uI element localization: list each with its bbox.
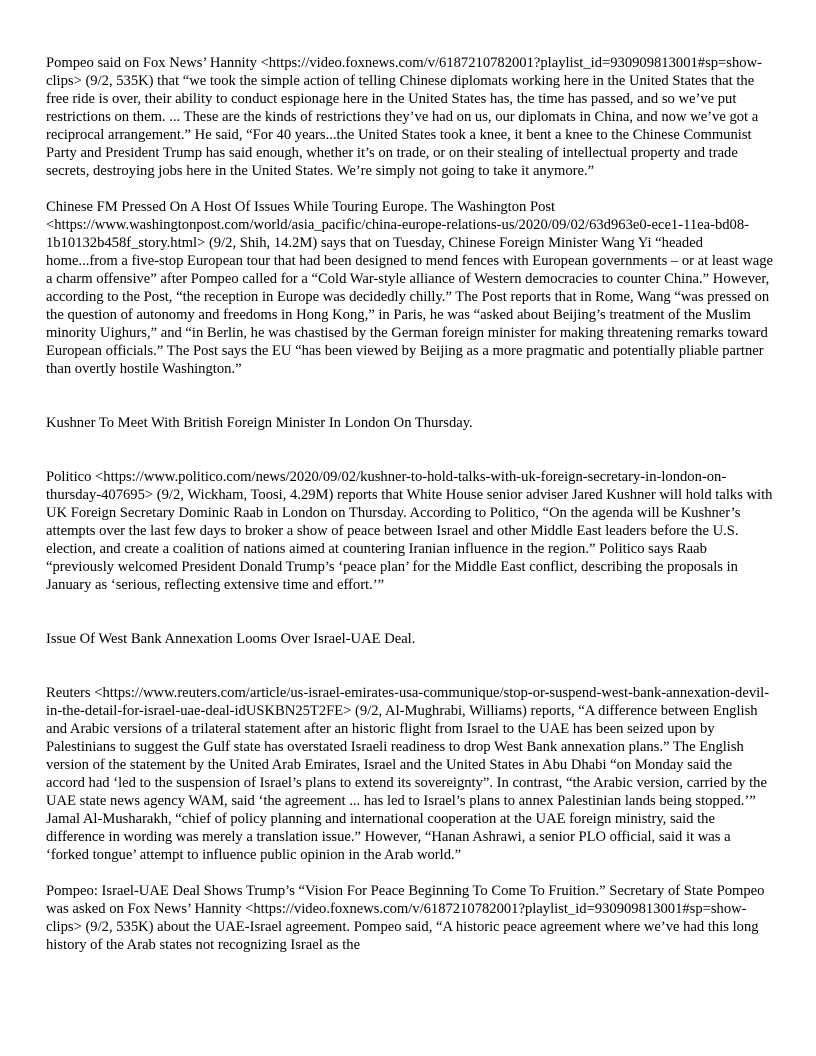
paragraph-chinese-fm-europe: Chinese FM Pressed On A Host Of Issues While Touring Europe. The Washington Post <https://www.washingtonpost.com/world/asia_pacific/china-europe-relations-us/2020/09/02/63d963e0-ece1-11ea-bd08-1b10132b458f_story.html> (9/2, Shih, 14.2M) says that on Tuesday, Chinese Foreign Minister Wang Yi “headed home...from a five-stop European tour that had been designed to mend fences with European governments – or at least wage a charm offensive” after Pompeo called for a “Cold War-style alliance of Western democracies to counter China.” However, according to the Post, “the reception in Europe was decidedly chilly.” The Post reports that in Rome, Wang “was pressed on the question of autonomy and freedoms in Hong Kong,” in Paris, he was “asked about Beijing’s treatment of the Muslim minority Uighurs,” and “in Berlin, he was chastised by the German foreign minister for making threatening remarks toward European officials.” The Post says the EU “has been viewed by Beijing as a more pragmatic and potentially pliable partner than overtly hostile Washington.”	[46, 199, 774, 377]
paragraph-pompeo-israel-uae: Pompeo: Israel-UAE Deal Shows Trump’s “Vision For Peace Beginning To Come To Fruition.” Secretary of State Pompeo was asked on Fox News’ Hannity <https://video.foxnews.com/v/6187210782001?playlist_id=930909813001#sp=show-clips> (9/2, 535K) about the UAE-Israel agreement. Pompeo said, “A historic peace agreement where we’ve had this long history of the Arab states not recognizing Israel as the	[46, 883, 765, 953]
headline-kushner-london: Kushner To Meet With British Foreign Minister In London On Thursday.	[46, 415, 473, 431]
paragraph-politico-kushner: Politico <https://www.politico.com/news/2020/09/02/kushner-to-hold-talks-with-uk-foreign-secretary-in-london-on-thursday-407695> (9/2, Wickham, Toosi, 4.29M) reports that White House senior adviser Jared Kushner will hold talks with UK Foreign Secretary Dominic Raab in London on Thursday. According to Politico, “On the agenda will be Kushner’s attempts over the last few days to broker a show of peace between Israel and other Middle East leaders before the U.S. election, and create a coalition of nations aimed at countering Iranian influence in the region.” Politico says Raab “previously welcomed President Donald Trump’s ‘peace plan’ for the Middle East conflict, describing the proposals in January as ‘serious, reflecting extensive time and effort.’”	[46, 469, 773, 593]
document-page	[46, 54, 774, 954]
paragraph-pompeo-hannity-china: Pompeo said on Fox News’ Hannity <https://video.foxnews.com/v/6187210782001?playlist_id=930909813001#sp=show-clips> (9/2, 535K) that “we took the simple action of telling Chinese diplomats working here in the United States that the free ride is over, their ability to conduct espionage here in the United States has, the time has passed, and so we’ve put restrictions on them. ... These are the kinds of restrictions they’ve had on us, our diplomats in China, and now we’ve got a reciprocal arrangement.” He said, “For 40 years...the United States took a knee, it bent a knee to the Chinese Communist Party and President Trump has said enough, whether it’s on trade, or on their stealing of intellectual property and trade secrets, destroying jobs here in the United States. We’re simply not going to take it anymore.”	[46, 55, 762, 179]
headline-west-bank-annexation: Issue Of West Bank Annexation Looms Over Israel-UAE Deal.	[46, 631, 416, 647]
paragraph-reuters-annexation: Reuters <https://www.reuters.com/article/us-israel-emirates-usa-communique/stop-or-suspend-west-bank-annexation-devil-in-the-detail-for-israel-uae-deal-idUSKBN25T2FE> (9/2, Al-Mughrabi, Williams) reports, “A difference between English and Arabic versions of a trilateral statement after an historic flight from Israel to the UAE has been seized upon by Palestinians to suggest the Gulf state has overstated Israeli readiness to drop West Bank annexation plans.” The English version of the statement by the United Arab Emirates, Israel and the United States in Abu Dhabi “on Monday said the accord had ‘led to the suspension of Israel’s plans to extend its sovereignty”. In contrast, “the Arabic version, carried by the UAE state news agency WAM, said ‘the agreement ... has led to Israel’s plans to annex Palestinian lands being stopped.’” Jamal Al-Musharakh, “chief of policy planning and international cooperation at the UAE foreign ministry, said the difference in wording was merely a translation issue.” However, “Hanan Ashrawi, a senior PLO official, said it was a ‘forked tongue’ attempt to influence public opinion in the Arab world.”	[46, 685, 770, 863]
